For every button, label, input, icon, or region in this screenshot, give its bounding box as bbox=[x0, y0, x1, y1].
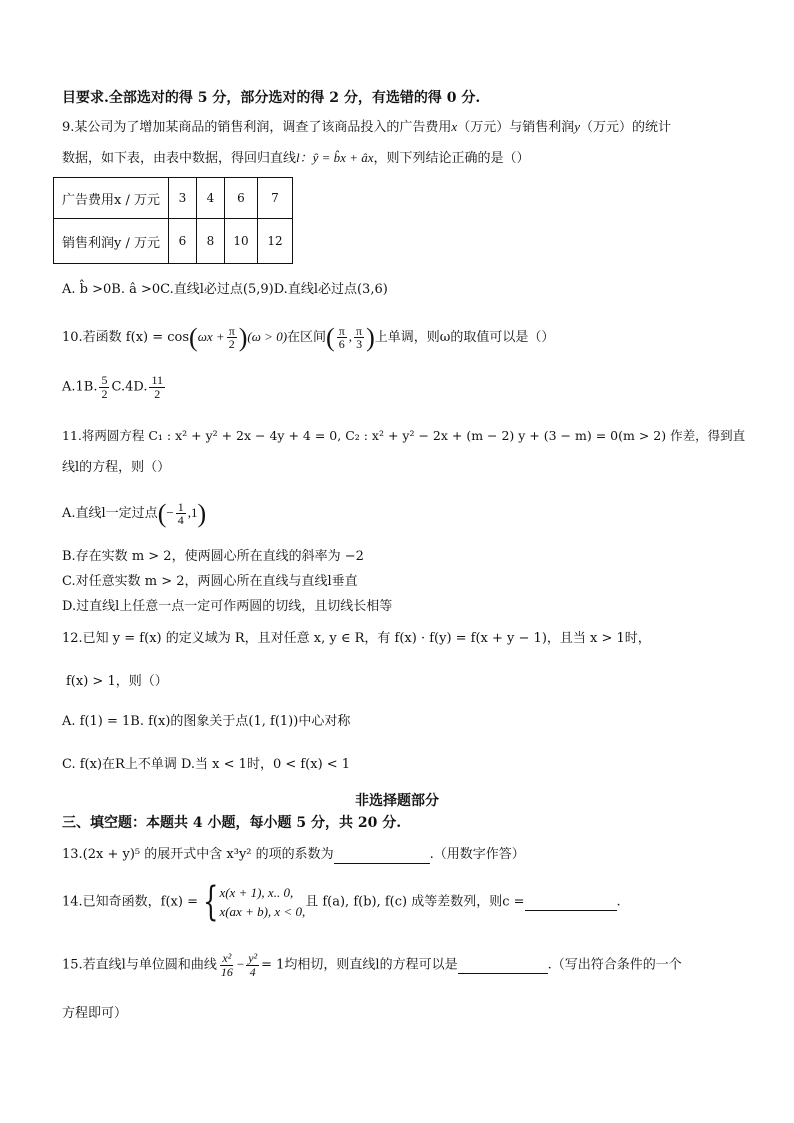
q11-opt-a-post: ,1 bbox=[187, 505, 198, 521]
q14-text: 14.已知奇函数，f(x) = bbox=[62, 894, 198, 910]
q15-answer-blank[interactable] bbox=[458, 958, 548, 975]
q11-option-a bbox=[62, 498, 206, 529]
q10-condition: (ω > 0) bbox=[247, 329, 288, 345]
q10-frac-pi-2 bbox=[227, 325, 237, 351]
q9-text-b: （万元）与销售利润 bbox=[457, 120, 575, 135]
q9-var-x: x bbox=[451, 119, 458, 134]
q10-paren-close: ) bbox=[238, 323, 248, 352]
q14-brace: { bbox=[203, 879, 219, 925]
q15-frac-y2-4 bbox=[246, 952, 259, 978]
q10-interval-close: ) bbox=[366, 323, 375, 352]
q11-frac-den: 4 bbox=[177, 513, 184, 528]
q10-text-a: 10.若函数 f(x) = cos bbox=[62, 330, 190, 346]
q11-option-d: D.过直线l上任意一点一定可作两圆的切线，且切线长相等 bbox=[62, 599, 393, 614]
table-row-label: 广告费用x / 万元 bbox=[54, 178, 169, 219]
table-row bbox=[54, 178, 293, 219]
q10-paren-open: ( bbox=[189, 323, 198, 352]
q11-paren-open: ( bbox=[157, 499, 167, 528]
section-heading: 三、填空题：本题共 4 小题，每小题 5 分，共 20 分. bbox=[62, 815, 402, 831]
q10-text-b: 在区间 bbox=[287, 330, 327, 346]
q15-line2: 方程即可） bbox=[62, 1006, 128, 1021]
table-cell: 6 bbox=[169, 219, 197, 264]
q9-line2 bbox=[62, 150, 530, 167]
table-cell: 12 bbox=[258, 219, 293, 264]
q13-post: .（用数字作答） bbox=[429, 847, 525, 862]
q9-text-e: ，则下列结论正确的是（） bbox=[373, 151, 530, 166]
q14 bbox=[62, 879, 621, 925]
q9-data-table bbox=[53, 177, 293, 264]
q12-options-cd: C. f(x)在R上不单调 D.当 x < 1时，0 < f(x) < 1 bbox=[62, 757, 351, 772]
q10-opt-a: A.1B. bbox=[62, 379, 98, 395]
q11-neg: − bbox=[166, 505, 174, 521]
table-cell: 6 bbox=[225, 178, 258, 219]
q15-frac-x2-16 bbox=[219, 952, 235, 978]
section-title: 非选择题部分 bbox=[355, 793, 439, 809]
table-row-label: 销售利润y / 万元 bbox=[54, 219, 169, 264]
q9-text-d: 数据，如下表，由表中数据，得回归直线 bbox=[62, 151, 297, 166]
q9-text-c: （万元）的统计 bbox=[579, 120, 671, 135]
q9-regression-eq: ：ŷ = b̂x + âx bbox=[299, 150, 374, 165]
q15-frac-den: 4 bbox=[249, 964, 256, 979]
q10-frac-11-2 bbox=[149, 374, 165, 400]
q15-frac-num: x² bbox=[222, 951, 232, 965]
q14-case1: x(x + 1), x.. 0, bbox=[219, 884, 294, 900]
q10-interval-open: ( bbox=[326, 323, 335, 352]
q10-frac-den: 3 bbox=[356, 337, 363, 352]
q9-text-a: 9.某公司为了增加某商品的销售利润，调查了该商品投入的广告费用 bbox=[62, 120, 452, 135]
q11-option-c: C.对任意实数 m > 2，两圆心所在直线与直线l垂直 bbox=[62, 574, 358, 589]
q15-minus: − bbox=[236, 956, 245, 972]
q10-frac-den: 2 bbox=[101, 386, 108, 401]
q14-answer-blank[interactable] bbox=[525, 895, 617, 912]
q13-text: 13.(2x + y)⁵ 的展开式中含 x³y² 的项的系数为 bbox=[62, 847, 334, 862]
q10-frac-num: π bbox=[356, 323, 363, 338]
q15-line1 bbox=[62, 952, 682, 978]
q10-options bbox=[62, 374, 167, 400]
q10-frac-num: 11 bbox=[151, 373, 164, 387]
q12-options-ab: A. f(1) = 1B. f(x)的图象关于点(1, f(1))中心对称 bbox=[62, 714, 351, 729]
q15-frac-num: y² bbox=[248, 951, 258, 965]
q11-opt-a-text: A.直线l一定过点 bbox=[62, 506, 158, 522]
q15-mid: = 1均相切，则直线l的方程可以是 bbox=[261, 957, 458, 973]
q13-answer-blank[interactable] bbox=[334, 847, 430, 864]
q9-options: A. b̂ >0B. â >0C.直线l必过点(5,9)D.直线l必过点(3,6) bbox=[62, 282, 388, 297]
q15-frac-den: 16 bbox=[220, 964, 233, 979]
table-cell: 10 bbox=[225, 219, 258, 264]
q10-arg: ωx + bbox=[197, 329, 225, 345]
table-cell: 7 bbox=[258, 178, 293, 219]
table-cell: 3 bbox=[169, 178, 197, 219]
q14-cases bbox=[219, 883, 305, 922]
q11-paren-close: ) bbox=[197, 499, 207, 528]
q12-line1: 12.已知 y = f(x) 的定义域为 R，且对任意 x, y ∈ R，有 f(x) · f(y) = f(x + y − 1)，且当 x > 1时， bbox=[62, 631, 651, 646]
q10-frac-den: 6 bbox=[338, 337, 345, 352]
q14-case2: x(ax + b), x < 0, bbox=[219, 904, 306, 919]
q10-text-c: 上单调，则ω的取值可以是（） bbox=[374, 330, 555, 346]
q10-frac-num: 5 bbox=[101, 373, 108, 387]
q9-line1 bbox=[62, 119, 671, 136]
q10-frac-pi-6 bbox=[337, 325, 347, 351]
q10-frac-den: 2 bbox=[154, 386, 161, 401]
q15-text: 15.若直线l与单位圆和曲线 bbox=[62, 957, 217, 973]
table-row bbox=[54, 219, 293, 264]
q14-post: . bbox=[616, 894, 621, 910]
q10-frac-pi-3 bbox=[354, 325, 364, 351]
section-instructions: 目要求.全部选对的得 5 分，部分选对的得 2 分，有选错的得 0 分. bbox=[62, 90, 481, 106]
q10-frac-5-2 bbox=[99, 374, 109, 400]
table-cell: 4 bbox=[197, 178, 225, 219]
q12-line2: f(x) > 1，则（） bbox=[66, 674, 168, 689]
q10-opt-c: C.4D. bbox=[111, 379, 148, 395]
q9-line-l: l bbox=[296, 150, 300, 165]
q11-line2: 线l的方程，则（） bbox=[62, 460, 171, 475]
q11-option-b: B.存在实数 m > 2，使两圆心所在直线的斜率为 −2 bbox=[62, 549, 364, 564]
q14-mid: 且 f(a), f(b), f(c) 成等差数列，则c = bbox=[305, 894, 525, 910]
q10-frac-den: 2 bbox=[228, 337, 235, 352]
q11-frac-num: 1 bbox=[177, 499, 184, 514]
q13 bbox=[62, 847, 525, 864]
table-cell: 8 bbox=[197, 219, 225, 264]
q15-post: .（写出符合条件的一个 bbox=[547, 957, 682, 973]
q10-frac-num: π bbox=[338, 323, 345, 338]
q10-frac-num: π bbox=[228, 323, 235, 338]
q9-var-y: y bbox=[574, 119, 580, 134]
q11-line1: 11.将两圆方程 C₁ : x² + y² + 2x − 4y + 4 = 0, C₂ : x² + y² − 2x + (m − 2) y + (3 − m) = 0(m > 2) 作差，得到直 bbox=[62, 428, 746, 443]
q11-frac-1-4 bbox=[176, 501, 186, 527]
q10-stem: 10.若函数 f(x) = cos(ωx + $\frac{\pi}{2}$ )(ω > 0)在区间( $\frac{\pi}{6}$ , $\frac{\pi}{3}$ )上单调，则ω的取值可以是（） bbox=[62, 323, 555, 352]
